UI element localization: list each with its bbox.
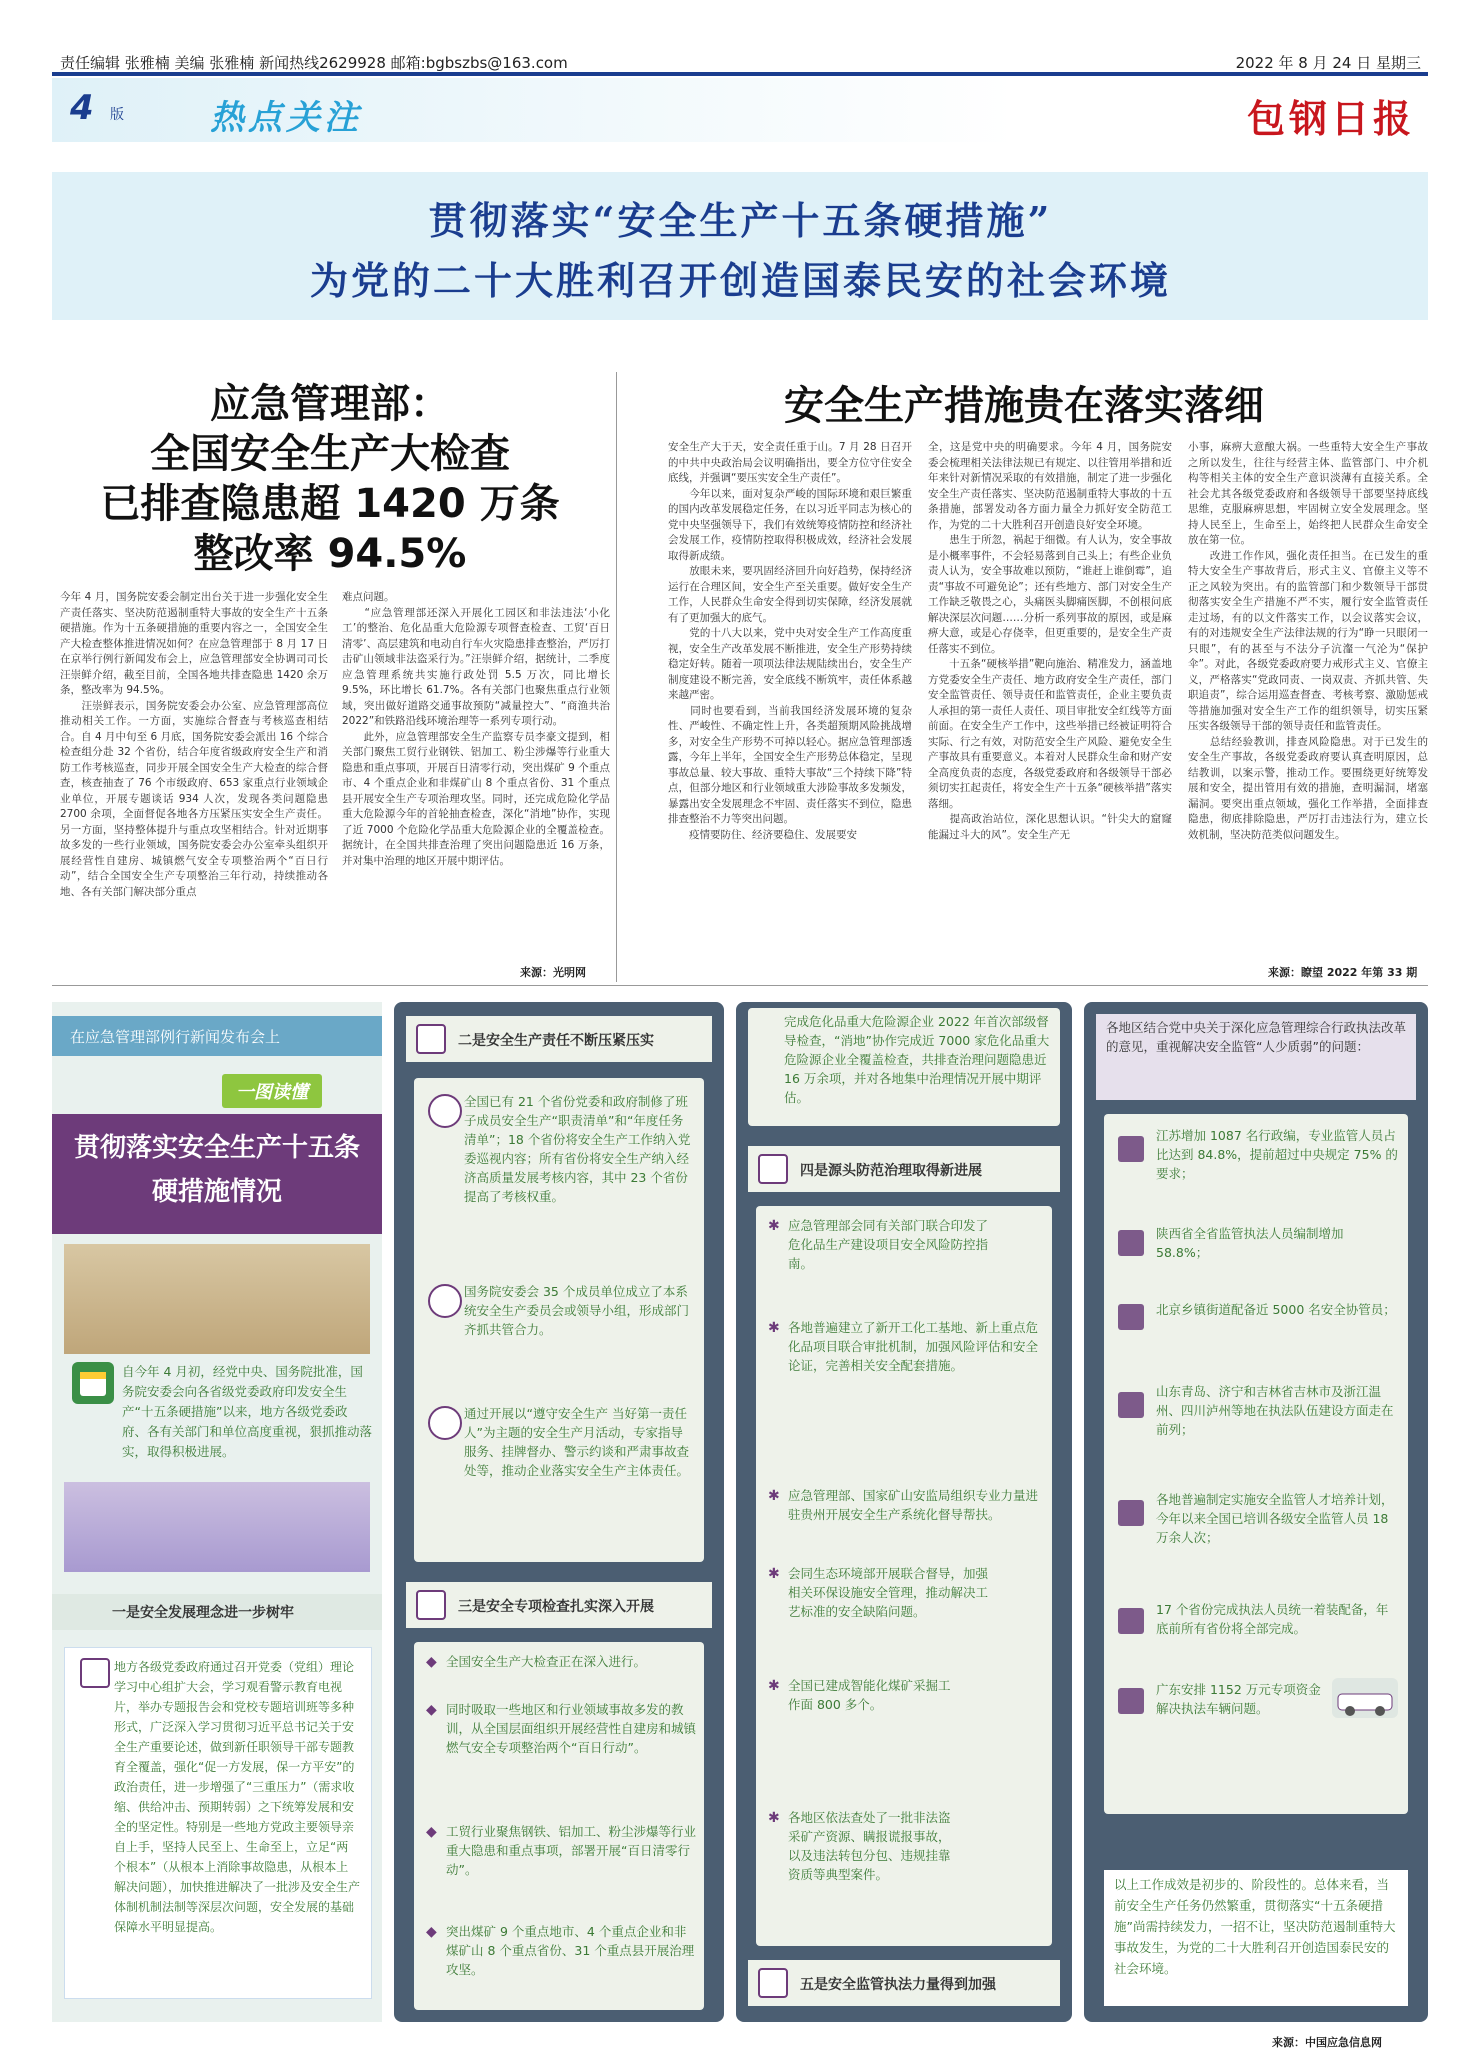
- checklist-icon: [416, 1590, 446, 1620]
- clipboard-icon: [416, 1024, 446, 1054]
- col4-item-5: 各地普遍制定实施安全监管人才培养计划，今年以来全国已培训各级安全监管人员 18 万余人次；: [1156, 1492, 1394, 1545]
- editor-line: 责任编辑 张雅楠 美编 张雅楠 新闻热线2629928 邮箱:bgbszbs@163.com: [60, 54, 568, 72]
- sec2-title: 二是安全生产责任不断压紧压实: [458, 1033, 654, 1049]
- sec3-item-2: 同时吸取一些地区和行业领域事故多发的教训，从全国层面组织开展经营性自建房和城镇燃气安全专项整治两个“百日行动”。: [446, 1702, 697, 1755]
- left-article-col1: 今年 4 月，国务院安委会制定出台关于进一步强化安全生产责任落实、坚决防范遏制重特大事故的安全生产十五条硬措施。作为十五条硬措施的重要内容之一，全国安全生产大检查整体推进情况如何？在应急管理部于 8 月 17 日在京举行例行新闻发布会上，应急管理部安全协调司司长汪崇鲜介绍，截至目前，全国各地共排查隐患 1420 余万条，整改率为 94.5%。 汪崇鲜表示，国务院安委会办公室、应急管理部高位推动相关工作。一方面，实施综合督查与考核巡查相结合。自 4 月中旬至 6 月底，国务院安委会派出 16 个综合检查组分赴 32 个省份，结合年度省级政府安全生产和消防工作考核巡查，同步开展全国安全生产大检查的综合督查，核查抽查了 76 个市级政府、653 家重点行业领域企业单位，开展专题谈话 934 人次，发现各类问题隐患 2700 余项，全面督促各地各方压紧压实安全生产责任。另一方面，坚持整体提升与重点攻坚相结合。针对近期事故多发的一些行业领域，国务院安委会办公室牵头组织开展经营性自建房、城镇燃气安全专项整治两个“百日行动”，结合全国安全生产专项整治三年行动，持续推动各地、各有关部门解决部分重点: [60, 591, 328, 898]
- sec4-item-5: 全国已建成智能化煤矿采掘工作面 800 多个。: [788, 1678, 951, 1712]
- right-article-col2: 全，这是党中央的明确要求。今年 4 月，国务院安委会梳理相关法律法规已有规定、以往管用举措和近年来针对新情况采取的有效措施，制定了进一步强化安全生产责任落实、坚决防范遏制重特大事故的十五条措施，部署发动各方面力量全力抓好安全防范工作，为党的二十大胜利召开创造良好安全环境。 患生于所忽，祸起于细微。有人认为，安全事故是小概率事件，不会轻易落到自己头上；有些企业负责人认为，安全事故难以预防，“谁赶上谁倒霉”，追责“事故不可避免论”；还有些地方、部门对安全生产工作缺乏敬畏之心，头痛医头脚痛医脚，不创根问底解决深层次问题……分析一系列事故的原因，或是麻痹大意，或是心存侥幸，但更重要的，是安全生产责任落实不到位。 十五条“硬核举措”靶向施治、精准发力，涵盖地方党委安全生产责任、地方政府安全生产责任，部门安全监管责任、领导责任和监管责任，企业主要负责人承担的第一责任人责任、项目审批安全红线等方面前面。在安全生产工作中，这些举措已经被证明符合实际、行之有效，对防范安全生产风险、避免安全生产事故具有重要意义。本着对人民群众生命和财产安全高度负责的态度，各级党委政府和各级领导干部必须切实扛起责任，将安全生产十五条“硬核举措”落实落细。 提高政治站位，深化思想认识。“针尖大的窟窿能漏过斗大的风”。安全生产无: [928, 441, 1172, 841]
- right-title: 安全生产措施贵在落实落细: [784, 383, 1264, 429]
- read-tag: 一图读懂: [222, 1074, 322, 1108]
- left-title-line4: 整改率 94.5%: [193, 531, 467, 577]
- sec2-item-3: 通过开展以“遵守安全生产 当好第一责任人”为主题的安全生产月活动，专家指导服务、挂牌督办、警示约谈和严肃事故查处等，推动企业落实安全生产主体责任。: [464, 1406, 690, 1478]
- star-icon: ✱: [768, 1566, 780, 1582]
- info-col3: [736, 1002, 1072, 2022]
- safety-month-icon: [428, 1406, 462, 1440]
- col4-item-2: 陕西省全省监管执法人员编制增加 58.8%；: [1156, 1226, 1344, 1260]
- gavel-icon: [1118, 1608, 1144, 1634]
- header-rule: [52, 72, 1428, 76]
- star-icon: ✱: [768, 1320, 780, 1336]
- sec3-item-4: 突出煤矿 9 个重点地市、4 个重点企业和非煤矿山 8 个重点省份、31 个重点县开展治理攻坚。: [446, 1924, 695, 1977]
- col3-top-text: 完成危化品重大危险源企业 2022 年首次部级督导检查，“消地”协作完成近 7000 家危化品重大危险源企业全覆盖检查，共排查治理问题隐患近 16 万余项，并对各地集中治理情况开展中期评估。: [784, 1014, 1050, 1105]
- sec4-item-6: 各地区依法查处了一批非法盗采矿产资源、瞒报谎报事故，以及违法转包分包、违规挂靠资质等典型案件。: [788, 1810, 951, 1882]
- info-col1: [52, 1002, 382, 2022]
- star-icon: ✱: [768, 1218, 780, 1234]
- paper-logo: 包钢日报: [1246, 96, 1415, 141]
- sec2-item-1: 全国已有 21 个省份党委和政府制修了班子成员安全生产“职责清单”和“年度任务清单”；18 个省份将安全生产工作纳入党委巡视内容；所有省份将安全生产纳入经济高质量发展考核内容，其中 23 个省份提高了考核权重。: [464, 1094, 691, 1204]
- purple-building-art: [64, 1482, 370, 1572]
- edition-number: 4: [70, 88, 94, 128]
- left-source: 来源：光明网: [520, 966, 586, 979]
- info-main-title: 贯彻落实安全生产十五条硬措施情况: [73, 1133, 360, 1207]
- infographic-source: 来源：中国应急信息网: [1272, 2036, 1382, 2049]
- bullet-icon: ◆: [426, 1824, 437, 1840]
- sec2-item-2: 国务院安委会 35 个成员单位成立了本系统安全生产委员会或领导小组，形成部门齐抓共管合力。: [464, 1284, 690, 1337]
- sec4-item-4: 会同生态环境部开展联合督导，加强相关环保设施安全管理，推动解决工艺标准的安全缺陷问题。: [788, 1566, 989, 1619]
- issue-date: 2022 年 8 月 24 日 星期三: [1235, 54, 1421, 72]
- police-car-icon: [1332, 1678, 1398, 1718]
- sec4-item-2: 各地普遍建立了新开工化工基地、新上重点危化品项目联合审批机制，加强风险评估和安全论证，完善相关安全配套措施。: [788, 1320, 1039, 1373]
- gavel-icon: [1118, 1688, 1144, 1714]
- headline-line1: 贯彻落实“安全生产十五条硬措施”: [428, 198, 1053, 243]
- col4-item-1: 江苏增加 1087 名行政编，专业监管人员占比达到 84.8%，提前超过中央规定 75% 的要求；: [1156, 1128, 1398, 1181]
- gavel-icon: [758, 1968, 788, 1998]
- gavel-icon: [1118, 1230, 1144, 1256]
- right-article-col3: 小事，麻痹大意酿大祸。一些重特大安全生产事故之所以发生，往往与经营主体、监管部门、中介机构等相关主体的安全生产意识淡薄有直接关系。全社会尤其各级党委政府和各级领导干部要坚持底线思维，克服麻痹思想，牢固树立安全发展理念。坚持人民至上，生命至上，始终把人民群众生命安全放在第一位。 改进工作作风，强化责任担当。在已发生的重特大安全生产事故背后，形式主义、官僚主义等不正之风较为突出。有的监管部门和少数领导干部贯彻落实安全生产措施不严不实，履行安全监管责任走过场，有的以文件落实工作，以会议落实会议，有的对违规安全生产法律法规的行为“睁一只眼闭一只眼”，有的甚至与不法分子沆瀣一气沦为“保护伞”。对此，各级党委政府要力戒形式主义、官僚主义，严格落实“党政同责、一岗双责、齐抓共管、失职追责”，综合运用巡查督查、考核考察、激励惩戒等措施加强对安全生产工作的组织领导，切实压紧压实各级领导干部的领导责任和监管责任。 总结经验教训，排查风险隐患。对于已发生的安全生产事故，各级党委政府要认真查明原因，总结教训，以案示警，推动工作。要围绕更好统筹发展和安全，提出管用有效的措施，查明漏洞，堵塞漏洞。要突出重点领域，强化工作举措，全面排查隐患，彻底排除隐患，严厉打击违法行为，建立长效机制，坚决防范类似问题发生。: [1188, 441, 1428, 841]
- section-title: 热点关注: [210, 98, 362, 138]
- document-icon: [80, 1658, 110, 1688]
- gavel-icon: [1118, 1136, 1144, 1162]
- sec4-item-3: 应急管理部、国家矿山安监局组织专业力量进驻贵州开展安全生产系统化督导帮扶。: [788, 1488, 1039, 1522]
- left-title-line2: 全国安全生产大检查: [150, 431, 510, 477]
- info-col2: [394, 1002, 724, 2022]
- right-source: 来源：瞭望 2022 年第 33 期: [1268, 966, 1418, 979]
- sec4-item-1: 应急管理部会同有关部门联合印发了危化品生产建设项目安全风险防控指南。: [788, 1218, 989, 1271]
- left-title-line1: 应急管理部：: [210, 381, 450, 427]
- conclusion-text: 以上工作成效是初步的、阶段性的。总体来看，当前安全生产任务仍然繁重，贯彻落实“十五条硬措施”尚需持续发力，一招不让，坚决防范遏制重特大事故发生，为党的二十大胜利召开创造国泰民安的社会环境。: [1114, 1877, 1396, 1976]
- right-article-col1: 安全生产大于天，安全责任重于山。7 月 28 日召开的中共中央政治局会议明确指出，要全方位守住安全底线，并强调“要压实安全生产责任”。 今年以来，面对复杂严峻的国际环境和艰巨繁重的国内改革发展稳定任务，在以习近平同志为核心的党中央坚强领导下，我们有效统筹疫情防控和经济社会发展工作，疫情防控取得积极成效，经济社会发展取得新成绩。 放眼未来，要巩固经济回升向好趋势，保持经济运行在合理区间，安全生产至关重要。做好安全生产工作，人民群众生命安全得到切实保障，经济发展就有了更加强大的底气。 党的十八大以来，党中央对安全生产工作高度重视，安全生产改革发展不断推进，安全生产形势持续稳定好转。随着一项项法律法规陆续出台，安全生产制度建设不断完善，安全底线不断筑牢，责任体系越来越严密。 同时也要看到，当前我国经济发展环境的复杂性、严峻性、不确定性上升，各类超预期风险挑战增多，对安全生产形势不可掉以轻心。据应急管理部透露，今年上半年，全国安全生产形势总体稳定，呈现事故总量、较大事故、重特大事故“三个持续下降”特点，但部分地区和行业领域重大涉险事故多发频发，暴露出安全发展理念不牢固、责任落实不到位，隐患排查整治不力等突出问题。 疫情要防住、经济要稳住、发展要安: [668, 441, 912, 841]
- star-icon: ✱: [768, 1678, 780, 1694]
- headline-line2: 为党的二十大胜利召开创造国泰民安的社会环境: [309, 258, 1171, 303]
- sec4-title: 四是源头防范治理取得新进展: [800, 1163, 982, 1179]
- star-icon: ✱: [768, 1488, 780, 1504]
- gavel-icon: [1118, 1500, 1144, 1526]
- section-divider: [52, 985, 1428, 986]
- sec3-item-3: 工贸行业聚焦钢铁、铝加工、粉尘涉爆等行业重大隐患和重点事项，部署开展“百日清零行动”。: [446, 1824, 697, 1877]
- article-divider: [616, 372, 617, 982]
- col4-intro: 各地区结合党中央关于深化应急管理综合行政执法改革的意见，重视解决安全监管“人少质弱”的问题：: [1106, 1020, 1407, 1054]
- sec5-title: 五是安全监管执法力量得到加强: [800, 1977, 996, 1993]
- team-icon: [428, 1284, 462, 1318]
- star-icon: ✱: [768, 1810, 780, 1826]
- sec3-item-1: 全国安全生产大检查正在深入进行。: [446, 1654, 647, 1669]
- sec3-title: 三是安全专项检查扎实深入开展: [458, 1599, 654, 1615]
- info-lead: 自今年 4 月初，经党中央、国务院批准，国务院安委会向各省级党委政府印发安全生产“十五条硬措施”以来，地方各级党委政府、各有关部门和单位高度重视，狠抓推动落实，取得积极进展。: [122, 1364, 373, 1459]
- bullet-icon: ◆: [426, 1702, 437, 1718]
- gavel-icon: [1118, 1392, 1144, 1418]
- bullet-icon: ◆: [426, 1924, 437, 1940]
- calendar-icon: [72, 1362, 114, 1404]
- warning-icon: [758, 1154, 788, 1184]
- city-illustration: [64, 1244, 370, 1354]
- bullet-icon: ◆: [426, 1654, 437, 1670]
- col4-item-7: 广东安排 1152 万元专项资金解决执法车辆问题。: [1156, 1682, 1321, 1716]
- left-title-line3: 已排查隐患超 1420 万条: [100, 481, 560, 527]
- col4-item-6: 17 个省份完成执法人员统一着装配备，年底前所有省份将全部完成。: [1156, 1602, 1389, 1636]
- intro-text: 在应急管理部例行新闻发布会上: [70, 1028, 281, 1046]
- info-col4: [1084, 1002, 1428, 2022]
- col4-item-4: 山东青岛、济宁和吉林省吉林市及浙江温州、四川泸州等地在执法队伍建设方面走在前列；: [1156, 1384, 1394, 1437]
- left-article-col2: 难点问题。 “应急管理部还深入开展化工园区和非法违法‘小化工’的整治、危化品重大危险源专项督查检查、工贸‘百日清零’、高层建筑和电动自行车火灾隐患排查整治，严厉打击矿山领域非法盗采行为。”汪崇鲜介绍，据统计，二季度应急管理系统共实施行政处罚 5.5 万次，同比增长 9.5%，环比增长 61.7%。各有关部门也聚焦重点行业领域，突出做好道路交通事故预防“减量控大”、“商渔共治 2022”和铁路沿线环境治理等一系列专项行动。 此外，应急管理部安全生产监察专员李豪文提到，相关部门聚焦工贸行业钢铁、铝加工、粉尘涉爆等行业重大隐患和重点事项，开展百日清零行动，突出煤矿 9 个重点市、4 个重点企业和非煤矿山 8 个重点省份、31 个重点县开展安全生产专项治理攻坚。同时，还完成危险化学品重大危险源今年的首轮抽查检查，深化“消地”协作，实现了近 7000 个危险化学品重大危险源企业的全覆盖检查。据统计，在全国共排查治理了突出问题隐患近 16 万条，并对集中治理的地区开展中期评估。: [342, 591, 610, 867]
- sec1-title: 一是安全发展理念进一步树牢: [112, 1605, 294, 1621]
- gavel-icon: [1118, 1304, 1144, 1330]
- sec1-text: 地方各级党委政府通过召开党委（党组）理论学习中心组扩大会，学习观看警示教育电视片，举办专题报告会和党校专题培训班等多种形式，广泛深入学习贯彻习近平总书记关于安全生产重要论述，做到新任职领导干部专题教育全覆盖，强化“促一方发展，保一方平安”的政治责任，进一步增强了“三重压力”（需求收缩、供给冲击、预期转弱）之下统筹发展和安全的坚定性。特别是一些地方党政主要领导亲自上手，坚持人民至上、生命至上，立足“两个根本”（从根本上消除事故隐患，从根本上解决问题），加快推进解决了一批涉及安全生产体制机制法制等深层次问题，安全发展的基础保障水平明显提高。: [114, 1660, 361, 1934]
- seal-icon: [428, 1094, 462, 1128]
- edition-label: 版: [110, 107, 124, 123]
- col4-item-3: 北京乡镇街道配备近 5000 名安全协管员；: [1156, 1302, 1396, 1317]
